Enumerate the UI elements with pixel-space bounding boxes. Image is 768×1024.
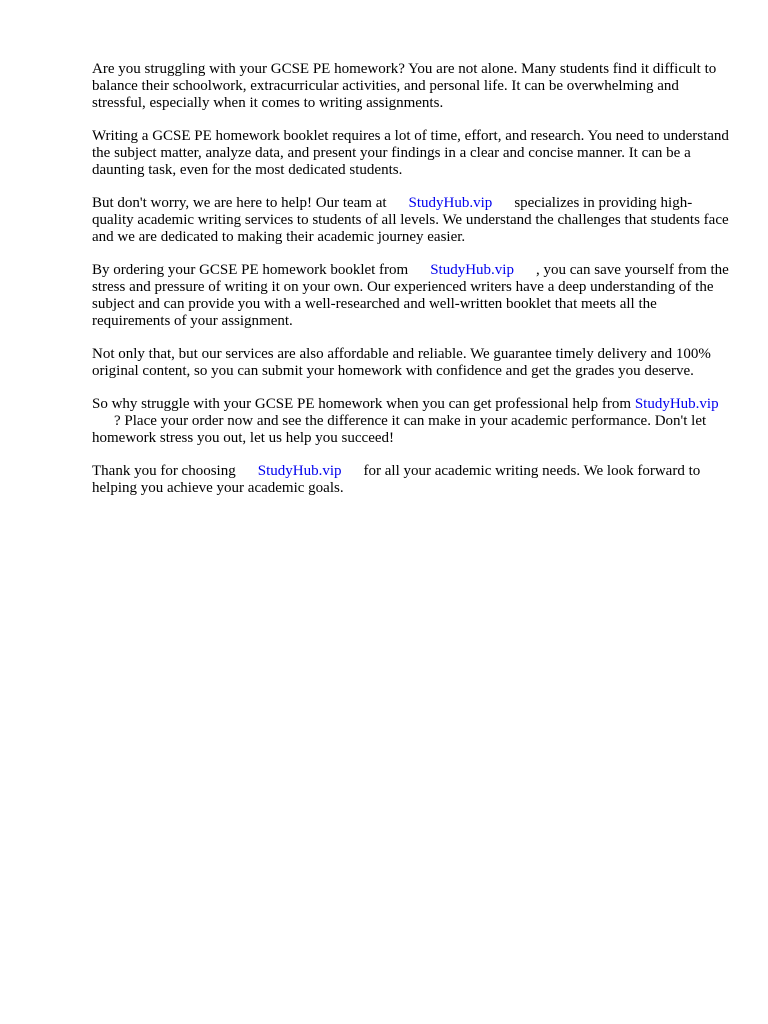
document-page: [92, 61, 732, 513]
studyhub-link[interactable]: StudyHub.vip: [257, 463, 342, 479]
paragraph-text: But don't worry, we are here to help! Our team at: [92, 195, 387, 211]
paragraph-text: By ordering your GCSE PE homework booklet from: [92, 262, 409, 278]
paragraph-text: Are you struggling with your GCSE PE homework? You are not alone. Many students find it difficult to balance their schoolwork, extracurricular activities, and personal life. It can be overwhelming and stressful, especially when it comes to writing assignments.: [92, 61, 717, 111]
paragraph-text: Not only that, but our services are also affordable and reliable. We guarantee timely delivery and 100% original content, so you can submit your homework with confidence and get the grades you deserve.: [92, 346, 711, 379]
paragraph-text: ? Place your order now and see the difference it can make in your academic performance. Don't let homework stress you out, let us help you succeed!: [92, 413, 707, 446]
studyhub-link[interactable]: StudyHub.vip: [634, 396, 719, 412]
paragraph-text: Thank you for choosing: [92, 463, 236, 479]
paragraph-text: , you can save yourself from the stress and pressure of writing it on your own. Our experienced writers have a deep understanding of the subject and can provide you with a well-researched and well-written booklet that meets all the requirements of your assignment.: [92, 262, 729, 329]
paragraph-booklet-effort: [92, 128, 732, 179]
paragraph-text: for all your academic writing needs. We look forward to helping you achieve your academic goals.: [92, 463, 701, 496]
studyhub-link[interactable]: StudyHub.vip: [408, 195, 493, 211]
paragraph-thank-you: [92, 463, 732, 497]
paragraph-why-struggle: [92, 396, 732, 447]
paragraph-text: Writing a GCSE PE homework booklet requires a lot of time, effort, and research. You need to understand the subject matter, analyze data, and present your findings in a clear and concise manner. It can be a daunting task, even for the most dedicated students.: [92, 128, 729, 178]
paragraph-intro: [92, 61, 732, 112]
studyhub-link[interactable]: StudyHub.vip: [430, 262, 514, 278]
paragraph-text: So why struggle with your GCSE PE homework when you can get professional help from: [92, 396, 632, 412]
paragraph-team: [92, 195, 732, 246]
paragraph-text: specializes in providing high-quality academic writing services to students of all levels. We understand the challenges that students face and we are dedicated to making their academic journey easier.: [92, 195, 729, 245]
paragraph-affordable: [92, 346, 732, 380]
paragraph-ordering: [92, 262, 732, 330]
